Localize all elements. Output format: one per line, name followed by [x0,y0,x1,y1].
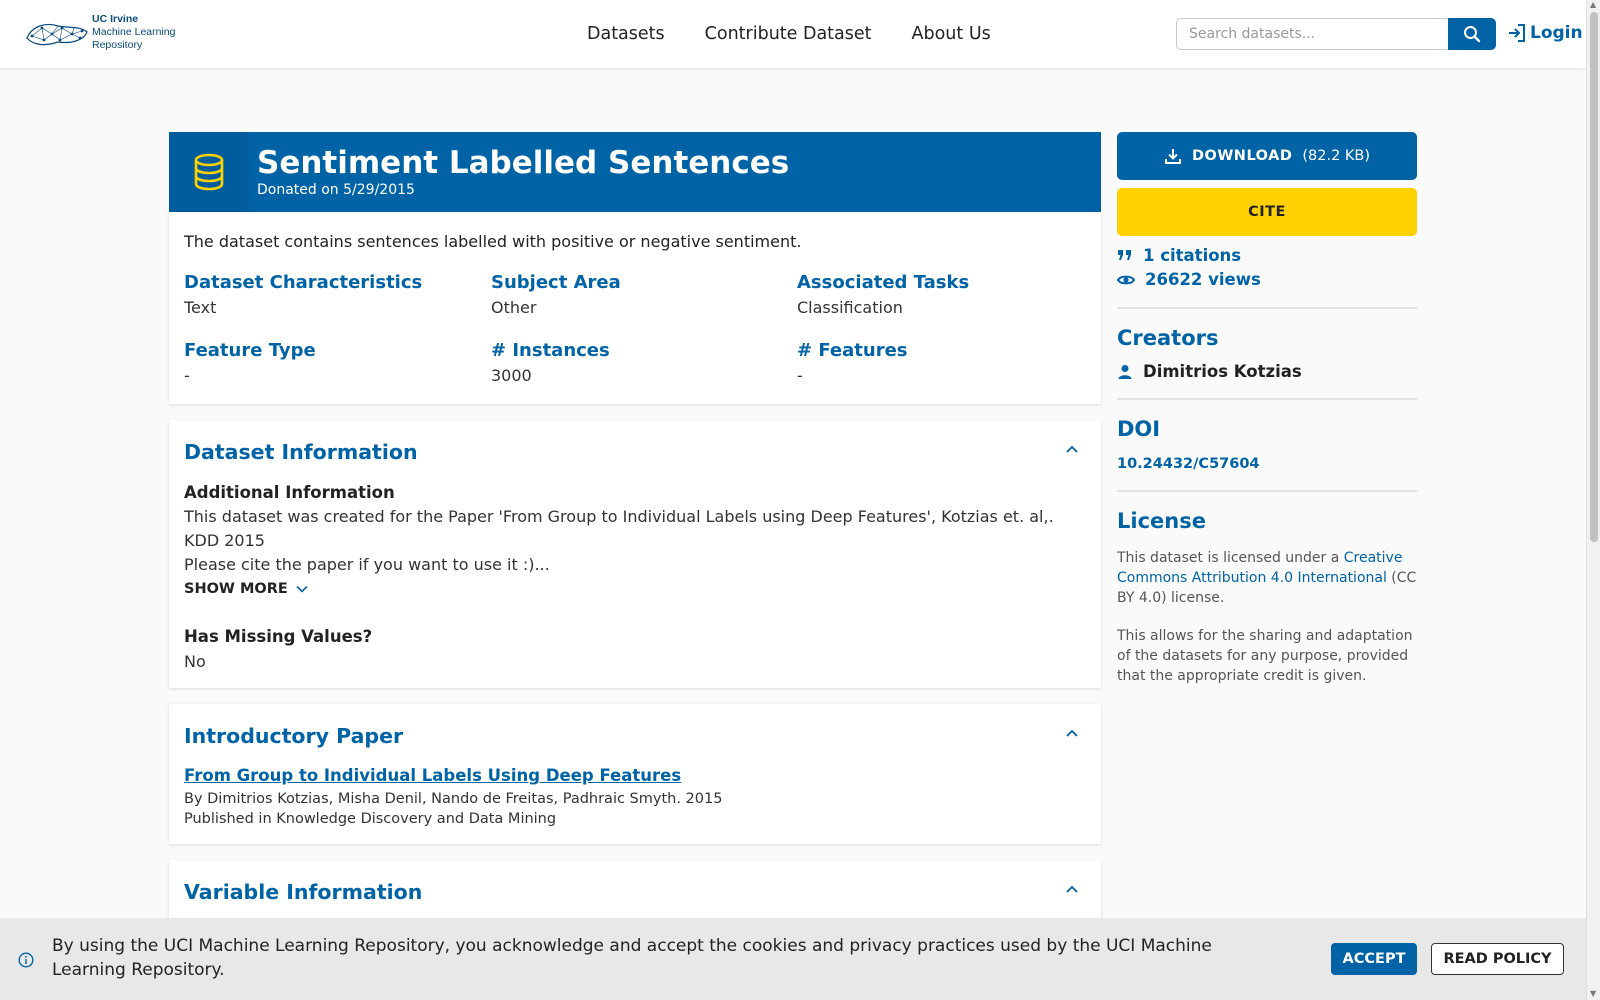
missing-values-heading: Has Missing Values? [184,627,373,646]
download-size: (82.2 KB) [1302,148,1371,164]
paper-venue: Published in Knowledge Discovery and Data Mining [184,811,557,827]
variable-information-title[interactable]: Variable Information [184,880,423,904]
paper-link[interactable]: From Group to Individual Labels Using Deep Features [184,766,682,785]
download-label: DOWNLOAD [1191,148,1293,164]
additional-information-text-2: Please cite the paper if you want to use it :)... [184,555,550,574]
search-button[interactable] [1448,18,1496,50]
creator-name: Dimitrios Kotzias [1143,362,1302,381]
top-navbar [0,0,1586,68]
download-button[interactable] [1117,132,1417,180]
chevron-down-icon [296,585,308,593]
prop-value: 3000 [491,366,532,385]
quote-icon [1117,249,1133,263]
accept-cookies-button[interactable]: ACCEPT [1331,943,1417,975]
search-input[interactable] [1176,18,1448,50]
logo-network-icon [24,16,90,50]
nav-contribute-dataset[interactable]: Contribute Dataset [704,24,872,44]
dataset-information-title[interactable]: Dataset Information [184,440,418,464]
license-pre: This dataset is licensed under a [1117,550,1344,566]
read-policy-button[interactable]: READ POLICY [1431,943,1564,975]
show-more-button[interactable] [184,581,308,597]
views-count: 26622 views [1145,270,1261,289]
views-stat [1117,270,1261,289]
dataset-hero [169,132,1101,212]
citations-link[interactable] [1117,246,1241,265]
login-link[interactable] [1506,22,1583,44]
sidebar-divider [1117,490,1417,492]
scroll-down-icon[interactable]: ▼ [1590,989,1597,998]
paper-authors: By Dimitrios Kotzias, Misha Denil, Nando de Freitas, Padhraic Smyth. 2015 [184,791,723,807]
logo-line-1: UC Irvine [92,13,139,25]
dataset-information-card [169,420,1101,688]
dataset-summary-card [169,212,1101,404]
search-icon [1463,25,1481,43]
introductory-paper-title[interactable]: Introductory Paper [184,724,404,748]
database-icon [193,153,225,191]
cookie-text: By using the UCI Machine Learning Repository, you acknowledge and accept the cookies and privacy practices used by the UCI Machine Learning Repository. [52,936,1212,980]
introductory-paper-card [169,704,1101,844]
prop-value: Other [491,298,537,317]
license-description: This allows for the sharing and adaptation of the datasets for any purpose, provided that the appropriate credit is given. [1117,628,1413,684]
nav-about-us[interactable]: About Us [911,24,991,44]
prop-key: Subject Area [491,272,621,293]
prop-value: - [797,366,803,385]
license-link[interactable]: Creative Commons Attribution 4.0 International [1117,550,1403,586]
cite-button[interactable]: CITE [1117,188,1417,236]
license-post: (CC BY 4.0) license. [1117,570,1417,606]
prop-key: # Instances [491,340,610,361]
license-text [1117,548,1417,608]
donated-date: Donated on 5/29/2015 [257,182,415,198]
creators-title: Creators [1117,326,1219,350]
info-icon [18,952,34,968]
prop-key: Dataset Characteristics [184,272,423,293]
missing-values-value: No [184,652,206,671]
doi-link[interactable]: 10.24432/C57604 [1117,456,1260,472]
prop-dataset-characteristics [184,272,422,318]
logo-line-2: Machine Learning [92,26,176,38]
prop-key: Associated Tasks [797,272,970,293]
download-icon [1164,147,1182,165]
hero-icon-box [169,132,249,212]
nav-datasets[interactable]: Datasets [587,24,665,44]
additional-information-text: This dataset was created for the Paper 'From Group to Individual Labels using Deep Features', Kotzias et. al,. KDD 2015 [184,507,1054,550]
prop-key: # Features [797,340,908,361]
prop-instances [491,340,610,386]
additional-information-heading: Additional Information [184,483,395,502]
eye-icon [1117,273,1135,287]
chevron-up-icon[interactable] [1065,444,1079,454]
doi-title: DOI [1117,417,1161,441]
prop-subject-area [491,272,621,318]
sidebar-divider [1117,398,1417,400]
search-bar [1176,18,1496,50]
chevron-up-icon[interactable] [1065,884,1079,894]
page-scrollbar[interactable] [1586,0,1600,1000]
logo-line-3: Repository [92,39,143,51]
prop-associated-tasks [797,272,969,318]
login-label: Login [1530,23,1583,43]
license-title: License [1117,509,1206,533]
uci-logo[interactable] [24,13,175,52]
prop-key: Feature Type [184,340,316,361]
prop-value: Classification [797,298,903,317]
citations-count: 1 citations [1143,246,1242,265]
show-more-label: SHOW MORE [184,581,288,597]
prop-value: Text [184,298,217,317]
scroll-up-icon[interactable]: ▲ [1590,0,1597,9]
creator-item [1117,362,1302,381]
dataset-title: Sentiment Labelled Sentences [257,145,790,181]
sidebar-divider [1117,307,1417,309]
prop-value: - [184,366,190,385]
logo-text [92,13,175,52]
prop-feature-type [184,340,316,386]
user-icon [1117,364,1133,380]
prop-features [797,340,908,386]
main-nav [587,0,991,68]
dataset-description: The dataset contains sentences labelled with positive or negative sentiment. [184,232,802,251]
chevron-up-icon[interactable] [1065,728,1079,738]
scroll-thumb[interactable] [1590,12,1598,542]
login-icon [1506,22,1528,44]
